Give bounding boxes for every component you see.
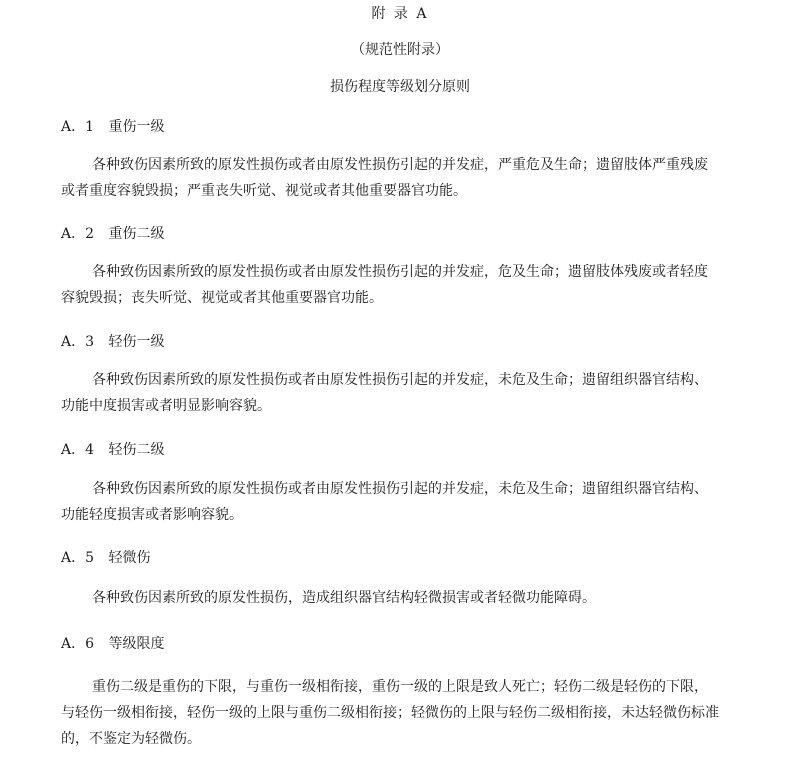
section-code: A．3	[61, 334, 95, 350]
section-label: 轻伤二级	[108, 442, 165, 458]
section-body-a1: 各种致伤因素所致的原发性损伤或者由原发性损伤引起的并发症，严重危及生命；遗留肢体严重残废或者重度容貌毁损；严重丧失听觉、视觉或者其他重要器官功能。	[61, 157, 708, 199]
section-body-a2: 各种致伤因素所致的原发性损伤或者由原发性损伤引起的并发症，危及生命；遗留肢体残废或者轻度容貌毁损；丧失听觉、视觉或者其他重要器官功能。	[61, 264, 708, 306]
appendix-title: 附 录 A	[371, 6, 429, 22]
section-code: A．6	[61, 636, 95, 652]
section-body-a3: 各种致伤因素所致的原发性损伤或者由原发性损伤引起的并发症，未危及生命；遗留组织器官结构、功能中度损害或者明显影响容貌。	[61, 372, 708, 414]
section-body-a5: 各种致伤因素所致的原发性损伤，造成组织器官结构轻微损害或者轻微功能障碍。	[92, 590, 596, 606]
appendix-subtitle: （规范性附录）	[351, 42, 449, 58]
section-code: A．2	[61, 226, 95, 242]
section-heading-a4	[61, 441, 164, 459]
section-body-a4: 各种致伤因素所致的原发性损伤或者由原发性损伤引起的并发症，未危及生命；遗留组织器官结构、功能轻度损害或者影响容貌。	[61, 481, 708, 523]
section-label: 重伤二级	[108, 226, 165, 242]
section-label: 轻微伤	[108, 550, 151, 566]
section-heading-a1	[61, 118, 164, 136]
section-heading-a3	[61, 333, 164, 351]
section-code: A．1	[61, 119, 95, 135]
section-heading-a5	[61, 549, 150, 567]
section-heading-a2	[61, 225, 164, 243]
section-heading-a6	[61, 635, 164, 653]
document-heading: 损伤程度等级划分原则	[330, 79, 470, 95]
section-label: 等级限度	[108, 636, 165, 652]
section-label: 重伤一级	[108, 119, 165, 135]
section-label: 轻伤一级	[108, 334, 165, 350]
section-code: A．5	[61, 550, 95, 566]
section-code: A．4	[61, 442, 95, 458]
section-body-a6: 重伤二级是重伤的下限，与重伤一级相衔接，重伤一级的上限是致人死亡；轻伤二级是轻伤的下限，与轻伤一级相衔接，轻伤一级的上限与重伤二级相衔接；轻微伤的上限与轻伤二级相衔接，未达轻微伤标准的，不鉴定为轻微伤。	[61, 679, 719, 747]
